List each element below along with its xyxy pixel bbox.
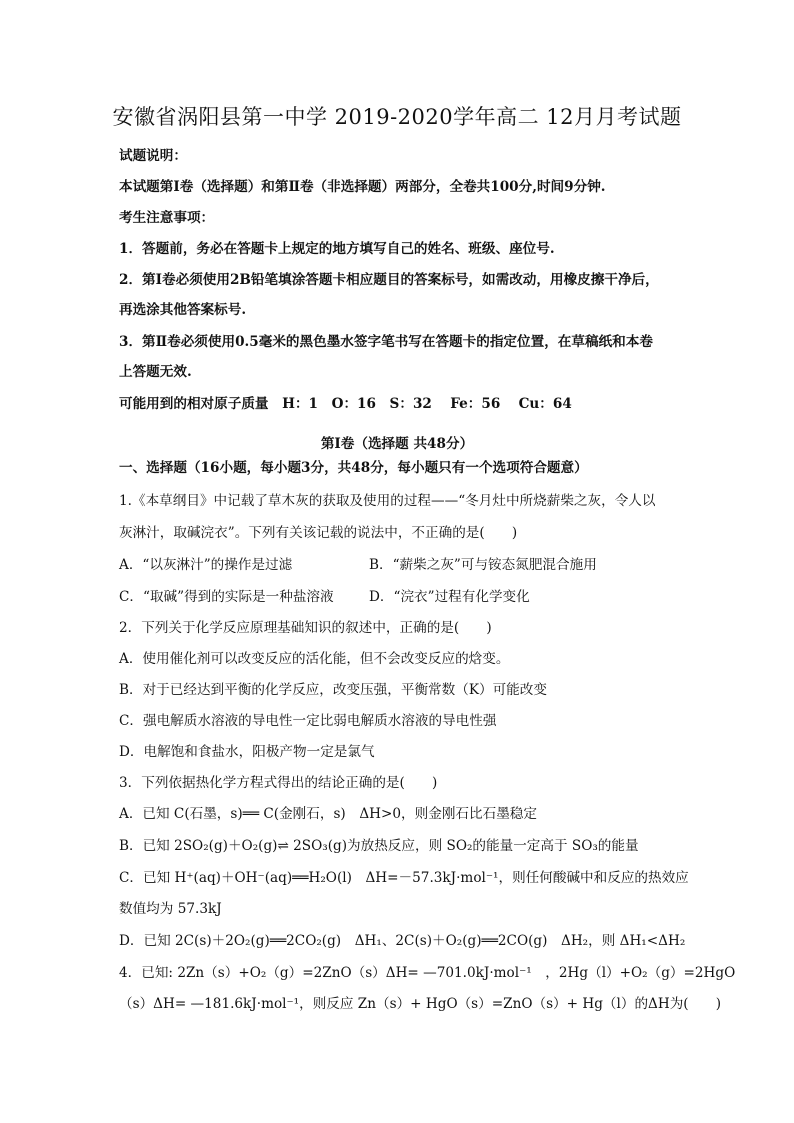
question-4-stem: 4．已知: 2Zn（s）+O₂（g）=2ZnO（s）ΔH= —701.0kJ·mol⁻¹ ，2Hg（l）+O₂（g）=2HgO: [119, 965, 736, 981]
question-3-option-c-cont: 数值均为 57.3kJ: [119, 901, 222, 917]
question-1-stem: 1.《本草纲目》中记载了草木灰的获取及使用的过程——“冬月灶中所烧薪柴之灰，令人以: [119, 493, 656, 509]
atomic-masses: 可能用到的相对原子质量 H：1 O：16 S：32 Fe：56 Cu：64: [119, 396, 572, 412]
option-a: A．“以灰淋汁”的操作是过滤: [119, 557, 293, 573]
exam-title: 安徽省涡阳县第一中学 2019-2020学年高二 12月月考试题: [112, 105, 682, 129]
question-2-stem: 2．下列关于化学反应原理基础知识的叙述中，正确的是( ): [119, 620, 492, 636]
notice-item-3-cont: 上答题无效.: [119, 364, 192, 380]
question-3-option-b: B．已知 2SO₂(g)＋O₂(g)⇌ 2SO₃(g)为放热反应，则 SO₂的能量一定高于 SO₃的能量: [119, 838, 639, 854]
option-b: B．“薪柴之灰”可与铵态氮肥混合施用: [369, 557, 597, 573]
question-1-stem-cont: 灰淋汁，取碱浣衣”。下列有关该记载的说法中，不正确的是( ): [119, 525, 518, 541]
question-3-stem: 3．下列依据热化学方程式得出的结论正确的是( ): [119, 775, 438, 791]
notice-item-2: 2．第Ⅰ卷必须使用2B铅笔填涂答题卡相应题目的答案标号，如需改动，用橡皮擦干净后，: [119, 272, 659, 288]
question-2-option-d: D．电解饱和食盐水，阳极产物一定是氯气: [119, 744, 375, 760]
notice-item-1: 1．答题前，务必在答题卡上规定的地方填写自己的姓名、班级、座位号.: [119, 241, 555, 257]
question-3-option-a: A．已知 C(石墨，s)══ C(金刚石，s) ΔH>0，则金刚石比石墨稳定: [119, 806, 537, 822]
question-2-option-a: A．使用催化剂可以改变反应的活化能，但不会改变反应的焓变。: [119, 651, 510, 667]
part-heading: 一、选择题（16小题，每小题3分，共48分，每小题只有一个选项符合题意）: [119, 460, 588, 476]
instructions-intro: 本试题第Ⅰ卷（选择题）和第Ⅱ卷（非选择题）两部分，全卷共100分,时间9分钟.: [119, 179, 606, 195]
question-3-option-d: D．已知 2C(s)＋2O₂(g)══2CO₂(g) ΔH₁、2C(s)＋O₂(g)══2CO(g) ΔH₂，则 ΔH₁<ΔH₂: [119, 933, 686, 949]
question-2-option-c: C．强电解质水溶液的导电性一定比弱电解质水溶液的导电性强: [119, 713, 497, 729]
notice-item-2-cont: 再选涂其他答案标号.: [119, 302, 247, 318]
question-3-option-c: C．已知 H⁺(aq)＋OH⁻(aq)══H₂O(l) ΔH=－57.3kJ·mol⁻¹，则任何酸碱中和反应的热效应: [119, 870, 689, 886]
notice-item-3: 3．第Ⅱ卷必须使用0.5毫米的黑色墨水签字笔书写在答题卡的指定位置，在草稿纸和本卷: [119, 334, 653, 350]
question-2-option-b: B．对于已经达到平衡的化学反应，改变压强，平衡常数（K）可能改变: [119, 682, 547, 698]
instructions-heading: 试题说明：: [119, 148, 187, 164]
option-c: C．“取碱”得到的实际是一种盐溶液: [119, 589, 334, 605]
question-4-stem-cont: （s）ΔH= —181.6kJ·mol⁻¹，则反应 Zn（s）+ HgO（s）=ZnO（s）+ Hg（l）的ΔH为( ): [119, 996, 722, 1012]
question-1-options-cd: [119, 587, 679, 607]
section-title: 第Ⅰ卷（选择题 共48分）: [320, 436, 474, 452]
question-1-options-ab: [119, 555, 679, 575]
notice-heading: 考生注意事项：: [119, 210, 215, 226]
option-d: D．“浣衣”过程有化学变化: [369, 589, 530, 605]
